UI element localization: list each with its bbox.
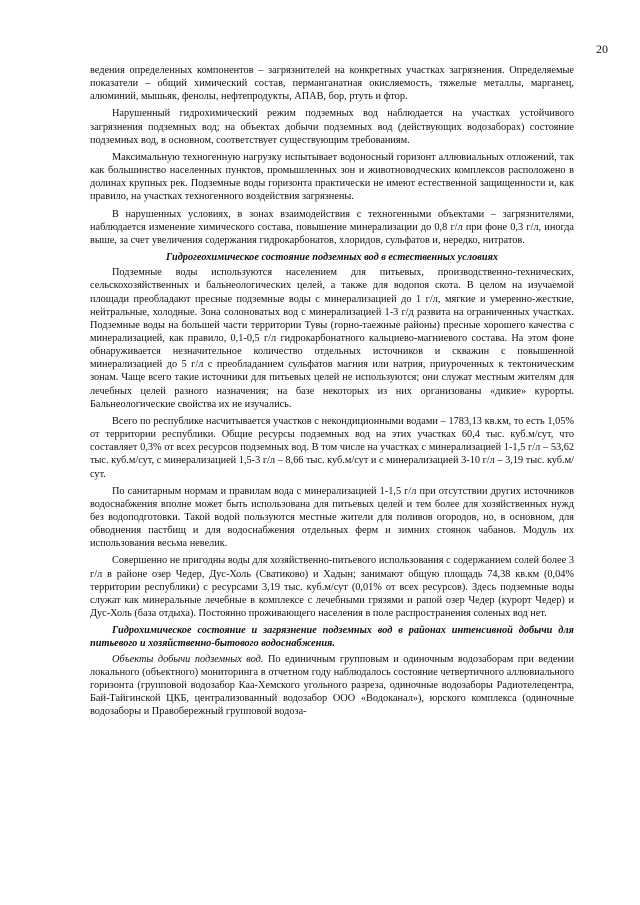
page-number: 20 xyxy=(596,42,608,56)
lead-in-text: Объекты добычи подземных вод. xyxy=(112,653,264,665)
page-body xyxy=(90,64,574,722)
paragraph: Максимальную техногенную нагрузку испытывает водоносный горизонт аллювиальных отложений, так как большинство населенных пунктов, промышленных зон и животноводческих комплексов расположено в долинах крупных рек. Подземные воды горизонта практически не имеют естественной защищенности и, как правило, на участках техногенного воздействия загрязнены. xyxy=(90,151,574,203)
paragraph: Совершенно не пригодны воды для хозяйственно-питьевого использования с содержанием солей более 3 г/л в районе озер Чедер, Дус-Холь (Сватиково) и Хадын; занимают общую площадь 74,38 кв.км (0,04% территории республики) с ресурсами 3,19 тыс. куб.м/сут (0,01% от всех ресурсов). Здесь подземные воды служат как минеральные лечебные в комплексе с лечебными грязями и рапой озер Чедер (курорт Чедер) и Дус-Холь (база отдыха). Постоянно проживающего населения в поле распространения соленых вод нет. xyxy=(90,555,574,620)
paragraph-with-lead xyxy=(90,653,574,719)
section-heading-natural-conditions: Гидрогеохимическое состояние подземных вод в естественных условиях xyxy=(165,252,499,264)
paragraph: Подземные воды используются населением для питьевых, производственно-технических, сельскохозяйственных и бальнеологических целей, а также для водопоя скота. В целом на изучаемой площади преобладают пресные подземные воды с минерализацией до 1 г/л, мягкие и умеренно-жесткие, нейтральные, холодные. Зона солоноватых вод с минерализацией 1-3 г/д развита на ограниченных участках. Подземные воды на большей части территории Тувы (горно-таежные районы) пресные хорошего качества с минерализацией, как правило, 0,1-0,5 г/л гидрокарбонатного кальциево-магниевого состава. На этом фоне обнаруживается незначительное количество отдельных источников и скважин с повышенной минерализацией до 5 г/л с преобладанием сульфатов магния или натрия, приуроченных к тектоническим зонам. Чаще всего такие источники для питьевых целей не используются; они служат местным жителям для лечебных целей разного назначения; на базе некоторых из них организованы «дикие» курорты. Бальнеологические свойства их не изучались. xyxy=(90,267,574,410)
section-heading-intensive-extraction: Гидрохимическое состояние и загрязнение подземных вод в районах интенсивной добычи для питьевого и хозяйственно-бытового водоснабжения. xyxy=(90,625,574,650)
paragraph: Нарушенный гидрохимический режим подземных вод наблюдается на участках устойчивого загрязнения подземных вод; на объектах добычи подземных вод (действующих водозаборах) состояние подземных вод, в основном, соответствует существующим требованиям. xyxy=(90,108,574,146)
paragraph-text: По единичным групповым и одиночным водозаборам при ведении локального (объектного) мониторинга в отчетном году наблюдалось состояние четвертичного аллювиального горизонта (групповой водозабор Каа-Хемского угольного разреза, одиночные водозаборы Радиотелецентра, Бай-Тайгинской ЦКБ, централизованный водозабор ООО «Водоканал»), юрского комплекса (одиночные водозаборы и Правобережный групповой водоза- xyxy=(90,653,575,718)
paragraph: В нарушенных условиях, в зонах взаимодействия с техногенными объектами – загрязнителями, наблюдается изменение химического состава, повышение минерализации до 0,8 г/л при фоне 0,3 г/л, иногда выше, за счет увеличения содержания гидрокарбонатов, хлоридов, сульфатов и, нередко, нитратов. xyxy=(90,208,574,246)
paragraph: По санитарным нормам и правилам вода с минерализацией 1-1,5 г/л при отсутствии других источников водоснабжения вполне может быть использована для питьевых целей и тем более для хозяйственных нужд без водоподготовки. Такой водой пользуются местные жители для поливов огородов, но, в основном, для обводнения пастбищ и для водоснабжения отдельных ферм и зимних стоянок чабанов. Модуль их использования весьма невелик. xyxy=(90,485,574,550)
paragraph: Всего по республике насчитывается участков с некондиционными водами – 1783,13 кв.км, то есть 1,05% от территории республики. Общие ресурсы подземных вод на этих участках 60,4 тыс. куб.м/сут, что составляет 0,3% от всех ресурсов подземных вод. В том числе на участках с минерализацией 1-1,5 г/л – 53,62 тыс. куб.м/сут, с минерализацией 1,5-3 г/л – 8,66 тыс. куб.м/сут и с минерализацией 3-10 г/л – 3,19 тыс. куб.м/сут. xyxy=(90,415,574,480)
paragraph-continuation: ведения определенных компонентов – загрязнителей на конкретных участках загрязнения. Определяемые показатели – общий химический состав, перманганатная окисляемость, тяжелые металлы, марганец, алюминий, мышьяк, фенолы, нефтепродукты, АПАВ, бор, ртуть и фтор. xyxy=(90,65,574,103)
